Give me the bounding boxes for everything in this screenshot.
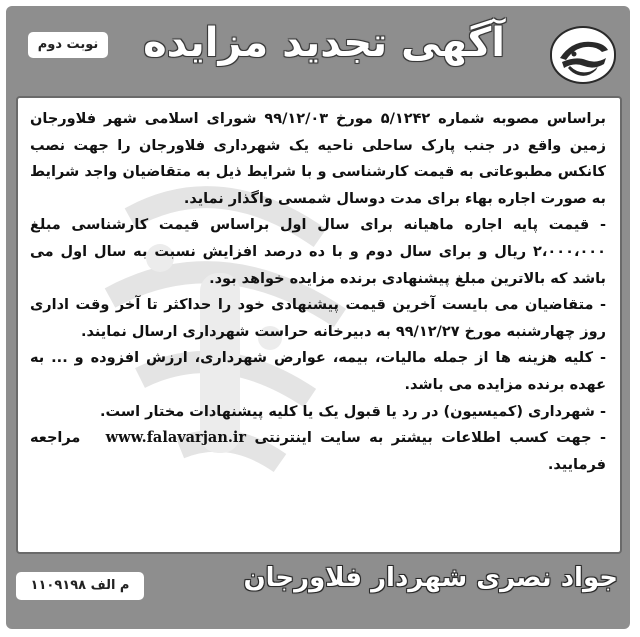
round-badge: نوبت دوم xyxy=(28,32,108,58)
paragraph-website xyxy=(30,425,606,478)
website-text-before: - جهت کسب اطلاعات بیشتر به سایت اینترنتی xyxy=(254,430,606,447)
reference-badge: م الف ۱۱۰۹۱۹۸ xyxy=(16,572,144,600)
paragraph-base-price: - قیمت پایه اجاره ماهیانه برای سال اول براساس قیمت کارشناسی مبلغ ۲،۰۰۰،۰۰۰ ریال و برای سال دوم و با ده درصد افزایش نسبت به سال اول می باشد که بالاترین مبلغ پیشنهادی برنده مزایده خواهد بود. xyxy=(30,217,606,287)
municipality-emblem-icon xyxy=(550,26,616,84)
notice-title: آگهی تجدید مزایده xyxy=(143,20,505,66)
paragraph-deadline: - متقاضیان می بایست آخرین قیمت پیشنهادی خود را حداکثر تا آخر وقت اداری روز چهارشنبه مورخ ۹۹/۱۲/۲۷ به دبیرخانه حراست شهرداری ارسال نمایند. xyxy=(30,297,606,340)
notice-text xyxy=(30,106,606,478)
paragraph-intro: براساس مصوبه شماره ۵/۱۲۴۲ مورخ ۹۹/۱۲/۰۳ شورای اسلامی شهر فلاورجان زمین واقع در جنب پارک ساحلی ناحیه یک شهرداری فلاورجان را جهت نصب کانکس مطبوعاتی به قیمت کارشناسی و با شرایط ذیل به متقاضیان واجد شرایط به صورت اجاره بهاء برای مدت دوسال شمسی واگذار نماید. xyxy=(30,111,606,207)
notice-header xyxy=(12,12,624,90)
paragraph-commission: - شهرداری (کمیسیون) در رد یا قبول یک یا کلیه پیشنهادات مختار است. xyxy=(99,403,606,420)
notice-body xyxy=(16,96,622,554)
website-text-after: مراجعه فرمایید. xyxy=(30,430,606,473)
signatory-name: جواد نصری شهردار فلاورجان xyxy=(243,563,618,593)
website-link[interactable]: www.falavarjan.ir xyxy=(105,429,247,447)
paragraph-costs: - کلیه هزینه ها از جمله مالیات، بیمه، عوارض شهرداری، ارزش افزوده و ... به عهده برنده مزایده می باشد. xyxy=(30,350,606,393)
